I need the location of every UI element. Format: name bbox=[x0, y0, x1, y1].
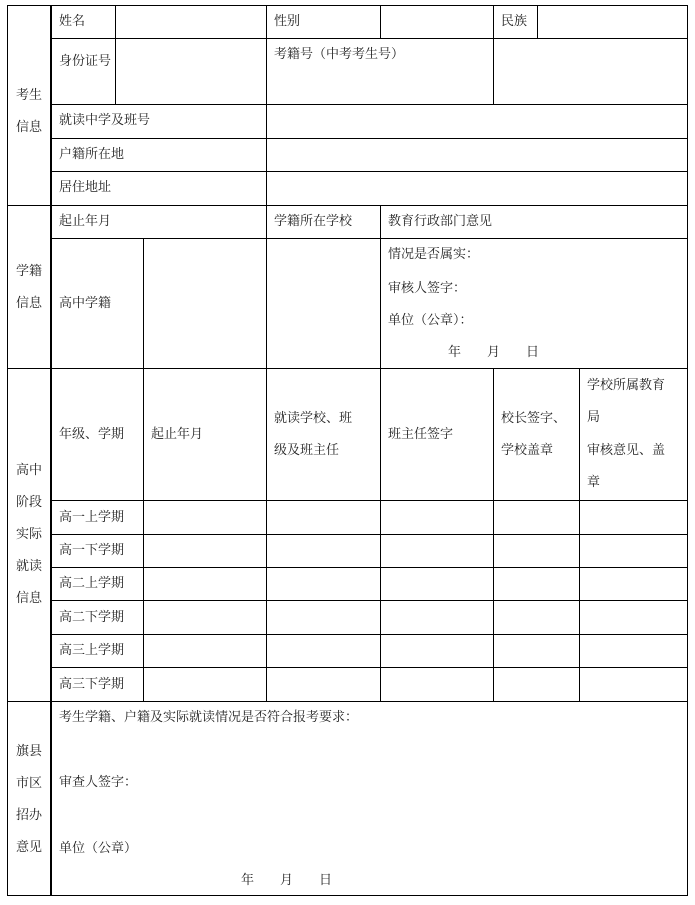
row-divider bbox=[51, 600, 688, 601]
row-divider bbox=[51, 138, 688, 139]
col-divider bbox=[266, 205, 267, 369]
section-separator bbox=[7, 368, 688, 369]
row-divider bbox=[51, 38, 688, 39]
section-title-enrollment-office bbox=[12, 736, 46, 864]
name-label: 姓名 bbox=[59, 14, 86, 29]
ethnicity-label: 民族 bbox=[501, 14, 528, 29]
col-divider bbox=[115, 5, 116, 105]
unit-label: 单位（公章） bbox=[59, 841, 138, 856]
section-title-line: 阶段 bbox=[15, 495, 42, 510]
date-label: 年 月 日 bbox=[448, 345, 540, 360]
section-separator bbox=[7, 701, 688, 702]
col-divider bbox=[380, 368, 381, 702]
row-divider bbox=[51, 500, 688, 501]
bureau-review-header: 局 bbox=[587, 410, 601, 425]
school-class-teacher-header: 级及班主任 bbox=[274, 443, 340, 458]
eligibility-question: 考生学籍、户籍及实际就读情况是否符合报考要求： bbox=[59, 710, 359, 725]
col-divider bbox=[380, 205, 381, 369]
section-title-student-info: 考生信息 bbox=[15, 88, 42, 135]
section-title-line: 意见 bbox=[15, 840, 42, 855]
col-divider bbox=[266, 368, 267, 702]
enrollment-school-label: 学籍所在学校 bbox=[274, 214, 353, 229]
household-label: 户籍所在地 bbox=[59, 147, 125, 162]
section-title-line: 高中 bbox=[15, 463, 42, 478]
section-title-line: 信息 bbox=[15, 591, 42, 606]
col-divider bbox=[266, 5, 267, 205]
dept-opinion-label: 教育行政部门意见 bbox=[388, 214, 493, 229]
section-title-line: 市区 bbox=[15, 776, 42, 791]
principal-sign-header: 校长签字、 bbox=[501, 411, 567, 426]
term-row-label: 高一上学期 bbox=[59, 510, 125, 525]
row-divider bbox=[51, 104, 688, 105]
residence-label: 居住地址 bbox=[59, 180, 112, 195]
term-row-label: 高一下学期 bbox=[59, 543, 125, 558]
section-title-enrollment-info: 学籍信息 bbox=[15, 264, 42, 311]
term-row-label: 高三下学期 bbox=[59, 677, 125, 692]
col-divider bbox=[493, 5, 494, 105]
period-header: 起止年月 bbox=[151, 427, 204, 442]
row-divider bbox=[51, 534, 688, 535]
table-border-top bbox=[7, 5, 688, 6]
office-date-label: 年 月 日 bbox=[241, 873, 333, 888]
section-title-line: 旗县 bbox=[15, 744, 42, 759]
term-row-label: 高二上学期 bbox=[59, 576, 125, 591]
head-teacher-sign-header: 班主任签字 bbox=[388, 427, 454, 442]
bureau-review-header: 审核意见、盖 bbox=[587, 443, 666, 458]
school-class-teacher-header: 就读学校、班 bbox=[274, 411, 353, 426]
reviewer-label: 审查人签字： bbox=[59, 775, 138, 790]
gender-label: 性别 bbox=[274, 14, 301, 29]
row-divider bbox=[51, 667, 688, 668]
table-border-left bbox=[7, 5, 8, 896]
row-divider bbox=[51, 171, 688, 172]
col-divider bbox=[143, 368, 144, 702]
row-divider bbox=[51, 238, 688, 239]
section-title-attendance-info bbox=[12, 455, 46, 615]
col-divider bbox=[380, 5, 381, 39]
period-label: 起止年月 bbox=[59, 214, 112, 229]
row-divider bbox=[51, 567, 688, 568]
term-row-label: 高二下学期 bbox=[59, 610, 125, 625]
col-divider bbox=[537, 5, 538, 39]
high-school-enrollment-label: 高中学籍 bbox=[59, 296, 112, 311]
student-number-label: 考籍号（中考考生号） bbox=[274, 47, 405, 62]
table-border-bottom bbox=[7, 895, 688, 896]
col-divider bbox=[493, 368, 494, 702]
verify-label: 情况是否属实： bbox=[388, 247, 480, 262]
section-title-line: 实际 bbox=[15, 527, 42, 542]
id-card-label: 身份证号 bbox=[59, 54, 112, 69]
section-title-line: 招办 bbox=[15, 808, 42, 823]
school-class-label: 就读中学及班号 bbox=[59, 113, 151, 128]
reviewer-sign-label: 审核人签字： bbox=[388, 281, 467, 296]
principal-sign-header: 学校盖章 bbox=[501, 443, 554, 458]
bureau-review-header: 章 bbox=[587, 475, 601, 490]
col-divider bbox=[579, 368, 580, 702]
col-divider bbox=[143, 238, 144, 369]
row-divider bbox=[51, 634, 688, 635]
bureau-review-header: 学校所属教育 bbox=[587, 378, 666, 393]
unit-seal-label: 单位（公章）： bbox=[388, 313, 473, 328]
grade-term-header: 年级、学期 bbox=[59, 427, 125, 442]
term-row-label: 高三上学期 bbox=[59, 643, 125, 658]
section-title-line: 就读 bbox=[15, 559, 42, 574]
section-separator bbox=[7, 205, 688, 206]
